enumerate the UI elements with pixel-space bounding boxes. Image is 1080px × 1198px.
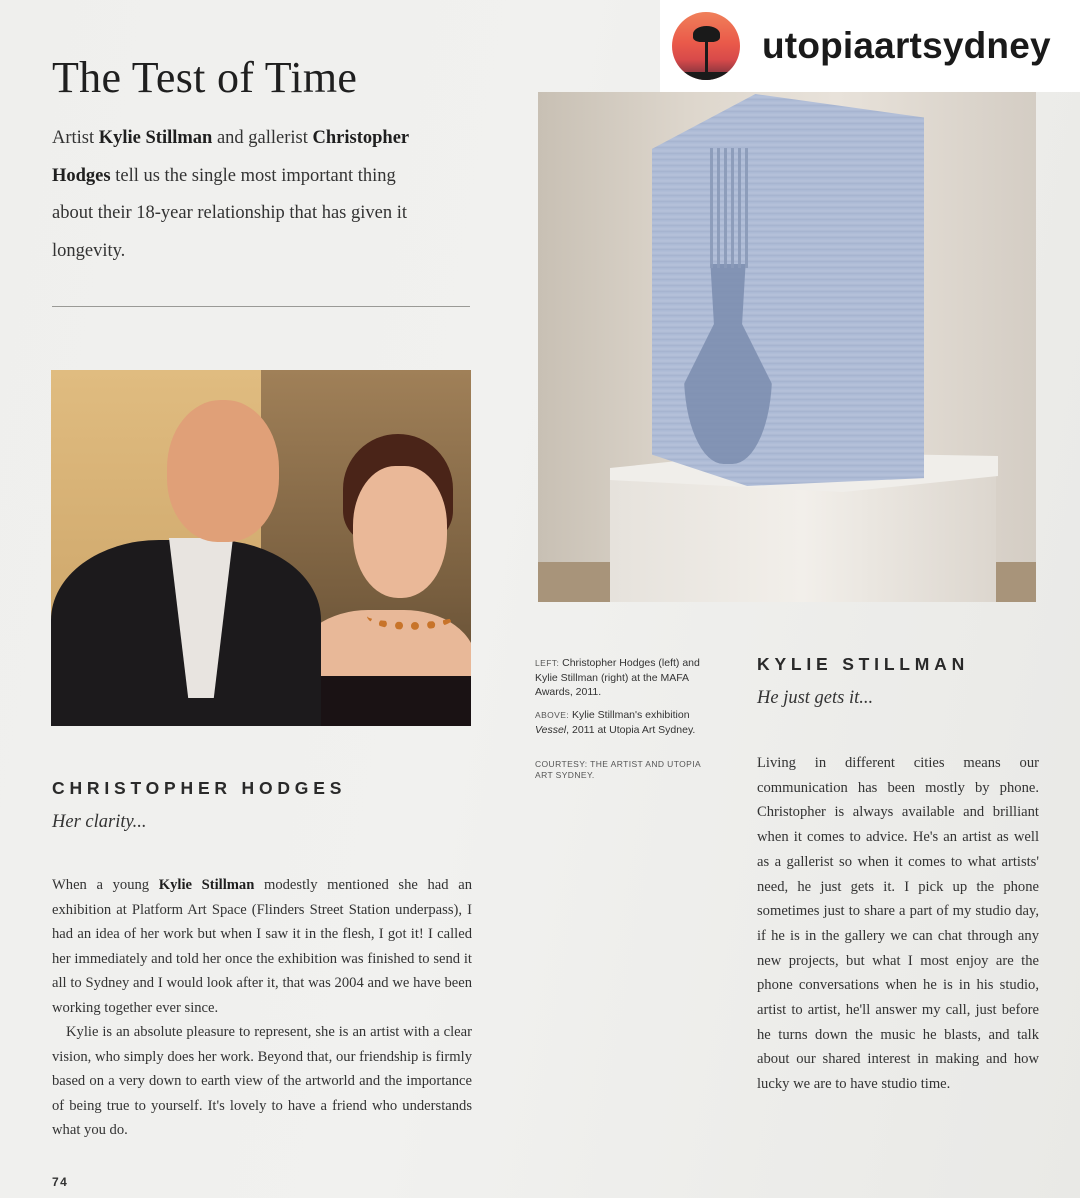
christopher-paragraph-2: Kylie is an absolute pleasure to represent, she is an artist with a clear vision, who simply does her work. Beyond that, our friendship is firmly based on a very down to earth view of the artworld and the importance of being true to yourself. It's lovely to have a friend who understands what you do.	[52, 1024, 472, 1138]
photo-vessel-sculpture	[538, 92, 1036, 602]
christopher-body	[52, 873, 472, 1143]
kylie-heading: KYLIE STILLMAN	[757, 654, 970, 674]
page-number: 74	[52, 1175, 69, 1189]
christopher-paragraph-1: When a young Kylie Stillman modestly mentioned she had an exhibition at Platform Art Space (Flinders Street Station underpass), I had an idea of her work but when I saw it in the flesh, I got it! I called her immediately and told her once the exhibition was finished to send it all to Sydney and I would look after it, that was 2004 and we have been working together ever since.	[52, 877, 472, 1016]
article-title: The Test of Time	[52, 53, 358, 102]
caption-courtesy: COURTESY: THE ARTIST AND UTOPIA ART SYDNEY.	[535, 759, 701, 780]
caption-above-photo: ABOVE: Kylie Stillman's exhibition Vessel, 2011 at Utopia Art Sydney.	[535, 709, 696, 736]
account-handle[interactable]: utopiaartsydney	[762, 25, 1051, 66]
kylie-body	[757, 751, 1039, 1097]
divider	[52, 306, 470, 307]
palm-tree-sunset-avatar[interactable]	[672, 12, 740, 80]
kylie-paragraph-1: Living in different cities means our communication has been mostly by phone. Christopher is always available and brilliant when it comes to advice. He's an artist as well as a gallerist so when it comes to what artists' need, he just gets it. I pick up the phone sometimes just to share a part of my studio day, if he is in the gallery we can chat through any new projects, but what I most enjoy are the phone conversations when he is in his studio, artist to artist, he'll answer my call, just before he turns down the music he blasts, and talk about our shared interest in making and how lucky we are to have studio time.	[757, 755, 1039, 1093]
christopher-heading: CHRISTOPHER HODGES	[52, 778, 347, 798]
intro-gallerist-name: Christopher Hodges	[52, 128, 409, 186]
caption-left-photo: LEFT: Christopher Hodges (left) and Kylie Stillman (right) at the MAFA Awards, 2011.	[535, 657, 700, 698]
article-intro: Artist Kylie Stillman and gallerist Christopher Hodges tell us the single most important thing about their 18-year relationship that has given it longevity.	[52, 128, 409, 261]
photo-hodges-and-stillman	[51, 370, 471, 726]
intro-artist-name: Kylie Stillman	[98, 128, 213, 148]
christopher-subheading: Her clarity...	[52, 812, 147, 832]
kylie-subheading: He just gets it...	[757, 688, 874, 708]
repost-badge[interactable]	[660, 0, 1080, 92]
